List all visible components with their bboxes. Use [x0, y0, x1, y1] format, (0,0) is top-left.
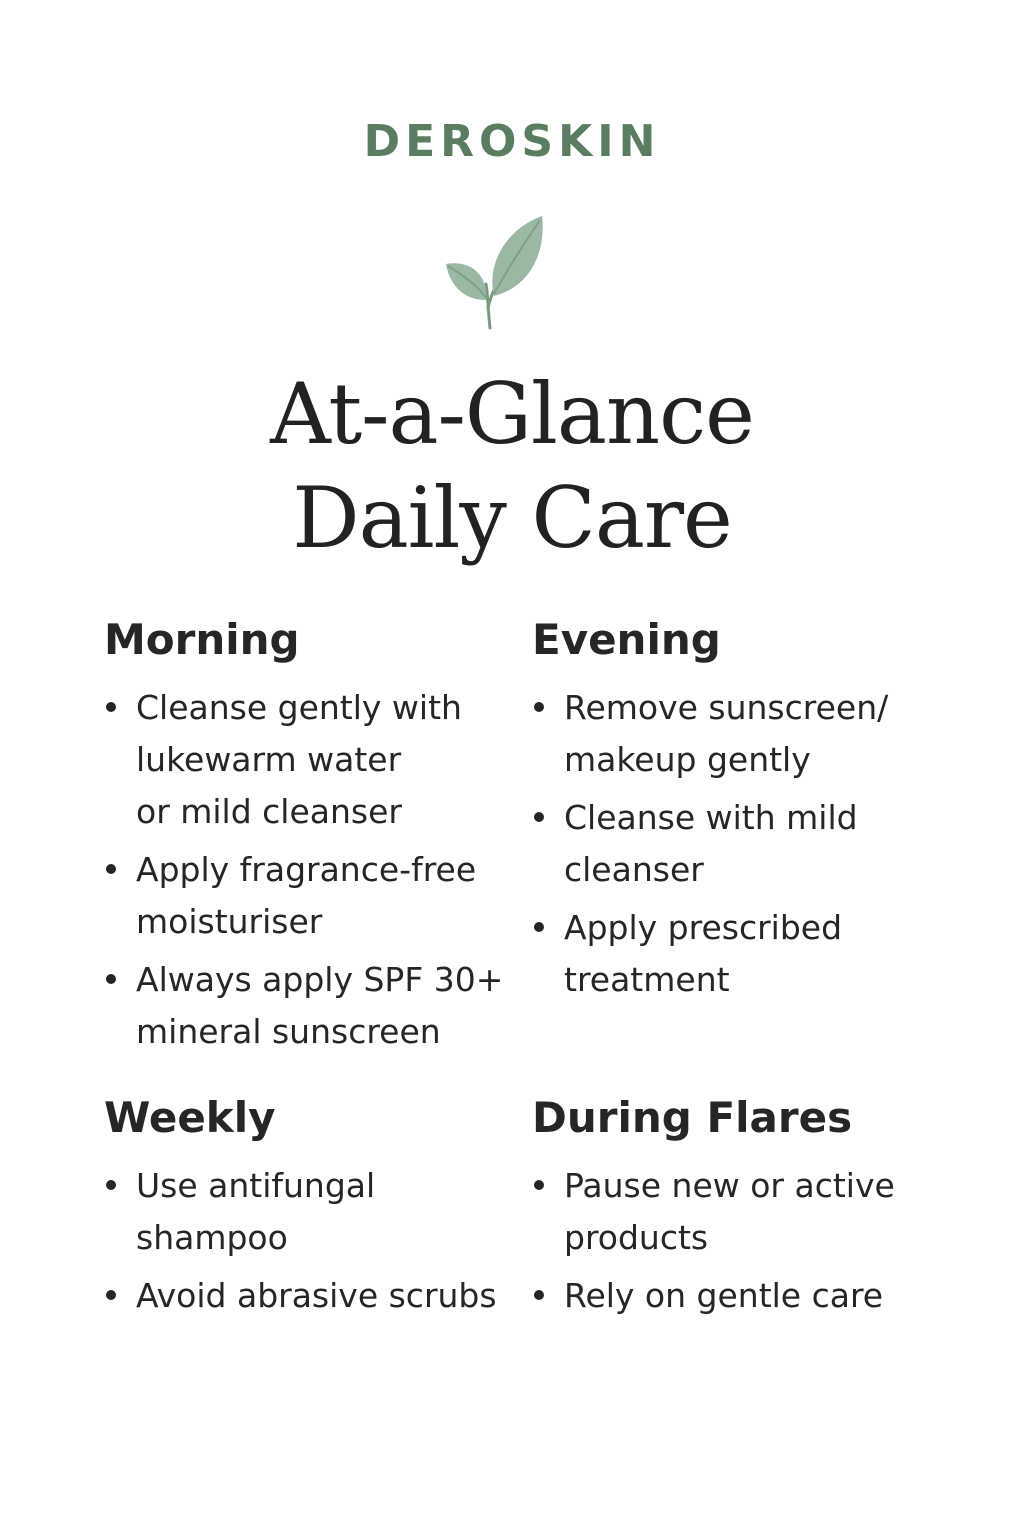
item-text: moisturiser [136, 902, 323, 941]
section-title: Evening [532, 615, 721, 664]
bullet-icon [106, 1180, 116, 1190]
item-text: Apply fragrance-free [136, 850, 477, 889]
list-item [532, 902, 942, 1006]
list-item [104, 1270, 514, 1322]
list-item [104, 844, 514, 948]
bullet-icon [534, 812, 544, 822]
list-item [532, 792, 942, 896]
care-list [104, 682, 514, 1058]
section-morning [104, 610, 514, 1064]
page-title [0, 362, 1024, 570]
item-text: Avoid abrasive scrubs [136, 1276, 497, 1315]
item-text: lukewarm water [136, 740, 402, 779]
item-text: Apply prescribed [564, 908, 843, 947]
section-title: Morning [104, 615, 300, 664]
bullet-icon [534, 922, 544, 932]
title-line-2: Daily Care [292, 469, 732, 567]
item-text: mineral sunscreen [136, 1012, 441, 1051]
list-item [104, 954, 514, 1058]
section-title: During Flares [532, 1093, 853, 1142]
brand-name: DEROSKIN [363, 116, 661, 167]
section-weekly [104, 1088, 514, 1328]
item-text: Pause new or active [564, 1166, 895, 1205]
bullet-icon [534, 702, 544, 712]
list-item [104, 1160, 514, 1264]
item-text: Cleanse gently with [136, 688, 462, 727]
item-text: products [564, 1218, 709, 1257]
section-title: Weekly [104, 1093, 276, 1142]
list-item [104, 682, 514, 838]
item-text: Cleanse with mild [564, 798, 858, 837]
section-during-flares [532, 1088, 942, 1328]
bullet-icon [106, 864, 116, 874]
item-text: cleanser [564, 850, 704, 889]
section-evening [532, 610, 942, 1012]
item-text: Rely on gentle care [564, 1276, 884, 1315]
title-line-1: At-a-Glance [270, 365, 754, 463]
item-text: shampoo [136, 1218, 288, 1257]
list-item [532, 1160, 942, 1264]
leaf-sprout-icon [438, 210, 550, 334]
list-item [532, 1270, 942, 1322]
bullet-icon [106, 1290, 116, 1300]
care-list [104, 1160, 514, 1322]
list-item [532, 682, 942, 786]
item-text: Use antifungal [136, 1166, 376, 1205]
item-text: treatment [564, 960, 730, 999]
bullet-icon [106, 702, 116, 712]
item-text: Always apply SPF 30+ [136, 960, 504, 999]
bullet-icon [534, 1290, 544, 1300]
bullet-icon [534, 1180, 544, 1190]
care-list [532, 682, 942, 1006]
care-list [532, 1160, 942, 1322]
item-text: Remove sunscreen/ [564, 688, 889, 727]
bullet-icon [106, 974, 116, 984]
item-text: or mild cleanser [136, 792, 402, 831]
item-text: makeup gently [564, 740, 811, 779]
